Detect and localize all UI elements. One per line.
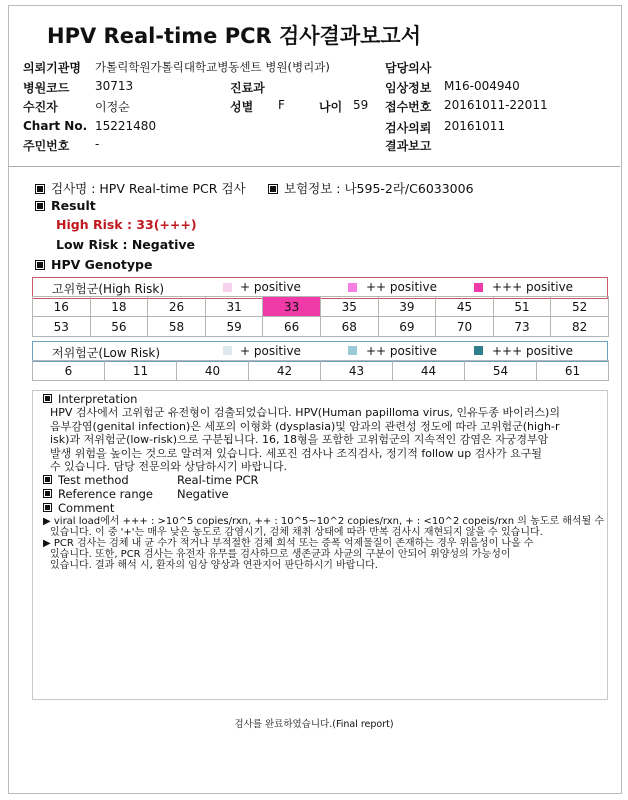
- low-plus-swatch: [223, 346, 232, 355]
- low-plusplus-swatch: [348, 346, 357, 355]
- comment-line: 있습니다. 또한, PCR 검사는 유전자 유무를 검사하므로 생존균과 사균의 구분이 안되어 위양성의 가능성이: [50, 549, 511, 560]
- age-value: 59: [353, 98, 369, 112]
- sex-value: F: [278, 98, 285, 112]
- genotype-cell: 58: [148, 317, 206, 337]
- exam-name-text: 검사명 : HPV Real-time PCR 검사: [51, 181, 246, 196]
- genotype-cell: 18: [90, 297, 148, 317]
- genotype-cell: 70: [436, 317, 494, 337]
- bullet-square-icon: [43, 394, 52, 403]
- request-label: 검사의뢰: [385, 121, 432, 135]
- genotype-cell: 53: [33, 317, 91, 337]
- high-plusplusplus-legend: +++ positive: [492, 280, 574, 294]
- comment-header-text: Comment: [58, 501, 115, 515]
- hospital-code-value: 30713: [95, 79, 134, 93]
- comment-line: 있습니다. 결과 해석 시, 환자의 임상 양상과 연관지어 판단하시기 바랍니다.: [50, 560, 378, 571]
- insurance-text: 보험정보 : 나595-2라/C6033006: [284, 181, 474, 196]
- table-row: [33, 361, 609, 381]
- genotype-cell: 16: [33, 297, 91, 317]
- insurance-info: [268, 179, 474, 197]
- high-plus-legend: + positive: [240, 280, 301, 294]
- high-plusplusplus-swatch: [474, 283, 483, 292]
- test-method-label-text: Test method: [58, 473, 129, 487]
- bullet-square-icon: [268, 184, 278, 194]
- interpretation-header-text: Interpretation: [58, 392, 138, 406]
- test-method-label: [43, 474, 129, 488]
- age-label: 나이: [319, 100, 343, 114]
- receipt-label: 접수번호: [385, 100, 432, 114]
- rrn-label: 주민번호: [23, 139, 70, 153]
- bullet-square-icon: [35, 260, 45, 270]
- high-plusplus-swatch: [348, 283, 357, 292]
- genotype-cell: 40: [177, 361, 249, 381]
- exam-name: [35, 179, 246, 197]
- genotype-cell: 54: [465, 361, 537, 381]
- genotype-cell: 82: [551, 317, 609, 337]
- genotype-cell: 26: [148, 297, 206, 317]
- chart-no-label: Chart No.: [23, 119, 88, 133]
- receipt-value: 20161011-22011: [444, 98, 548, 112]
- high-plus-swatch: [223, 283, 232, 292]
- genotype-cell: 43: [321, 361, 393, 381]
- genotype-cell: 44: [393, 361, 465, 381]
- genotype-cell: 73: [493, 317, 551, 337]
- genotype-header: [35, 257, 152, 272]
- low-plusplus-legend: ++ positive: [366, 344, 437, 358]
- sex-label: 성별: [230, 100, 254, 114]
- reference-range-label: [43, 488, 153, 502]
- request-value: 20161011: [444, 119, 506, 133]
- genotype-cell: 59: [205, 317, 263, 337]
- institution-value: 가톨릭학원가톨릭대학교병동센트 병원(병리과): [95, 60, 330, 74]
- bullet-square-icon: [43, 475, 52, 484]
- comment-line: ▶ viral load에서 +++ : >10^5 copies/rxn, ++ : 10^5~10^2 copies/rxn, + : <10^2 copeis/rxn 의 농도로 해석될 수: [43, 516, 605, 527]
- bullet-square-icon: [43, 503, 52, 512]
- genotype-cell: 45: [436, 297, 494, 317]
- comment-line: ▶ PCR 검사는 검체 내 균 수가 적거나 부적절한 검체 희석 또는 증폭 억제물질이 존재하는 경우 위음성이 나올 수: [43, 538, 534, 549]
- result-header: [35, 198, 96, 213]
- final-report-footer: 검사를 완료하였습니다.(Final report): [234, 719, 394, 730]
- interpretation-line: isk)과 저위험군(low-risk)으로 구분됩니다. 16, 18형을 포함한 고위험군의 지속적인 감염은 자궁경부암: [50, 433, 549, 447]
- comment-line: 있습니다. 이 중 '+'는 매우 낮은 농도로 감염시기, 검체 채취 상태에 따라 반복 검사시 재현되지 않을 수 있습니다.: [50, 527, 543, 538]
- interpretation-line: 발생 위험을 높이는 것으로 알려져 있습니다. 세포진 검사나 조직검사, 정기적 follow up 검사가 요구될: [50, 446, 543, 460]
- table-row: [33, 297, 609, 317]
- genotype-cell: 11: [105, 361, 177, 381]
- genotype-cell: 61: [537, 361, 609, 381]
- genotype-cell: 35: [320, 297, 378, 317]
- reference-range-label-text: Reference range: [58, 487, 154, 501]
- result-header-text: Result: [51, 198, 96, 213]
- low-plus-legend: + positive: [240, 344, 301, 358]
- interpretation-line: HPV 검사에서 고위험군 유전형이 검출되었습니다. HPV(Human papilloma virus, 인유두종 바이러스)의: [50, 406, 560, 419]
- header-divider: [8, 166, 620, 167]
- patient-label: 수진자: [23, 100, 58, 114]
- genotype-cell: 51: [493, 297, 551, 317]
- institution-label: 의뢰기관명: [23, 61, 81, 75]
- genotype-cell: 39: [378, 297, 436, 317]
- report-title: HPV Real-time PCR 검사결과보고서: [47, 24, 421, 48]
- clinical-info-label: 임상정보: [385, 81, 432, 95]
- interpretation-line: 수 있습니다. 담당 전문의와 상담하시기 바랍니다.: [50, 460, 287, 474]
- high-risk-result: High Risk : 33(+++): [56, 217, 197, 232]
- genotype-header-text: HPV Genotype: [51, 257, 153, 272]
- doctor-label: 담당의사: [385, 61, 432, 75]
- reference-range-value: Negative: [177, 487, 229, 501]
- hospital-code-label: 병원코드: [23, 81, 70, 95]
- genotype-cell: 52: [551, 297, 609, 317]
- chart-no-value: 15221480: [95, 119, 157, 133]
- table-row: [33, 317, 609, 337]
- bullet-square-icon: [35, 201, 45, 211]
- genotype-cell: 68: [320, 317, 378, 337]
- high-plusplus-legend: ++ positive: [366, 280, 437, 294]
- genotype-cell: 69: [378, 317, 436, 337]
- genotype-cell: 42: [249, 361, 321, 381]
- high-risk-label: 고위험군(High Risk): [52, 282, 164, 296]
- genotype-cell: 33: [263, 297, 321, 317]
- patient-value: 이정순: [95, 100, 130, 114]
- genotype-cell: 56: [90, 317, 148, 337]
- low-plusplusplus-swatch: [474, 346, 483, 355]
- interpretation-header: [43, 393, 137, 407]
- high-risk-table: [32, 296, 609, 337]
- interpretation-line: 음부감염(genital infection)은 세포의 이형화 (dysplasia)및 암과의 관련성 정도에 따라 고위험군(high-r: [50, 419, 560, 433]
- genotype-cell: 66: [263, 317, 321, 337]
- clinical-info-value: M16-004940: [444, 79, 520, 93]
- result-report-label: 결과보고: [385, 139, 432, 153]
- dept-label: 진료과: [230, 81, 265, 95]
- low-risk-result: Low Risk : Negative: [56, 237, 196, 252]
- test-method-value: Real-time PCR: [177, 473, 259, 487]
- bullet-square-icon: [35, 184, 45, 194]
- low-risk-label: 저위험군(Low Risk): [52, 346, 161, 360]
- low-plusplusplus-legend: +++ positive: [492, 344, 574, 358]
- genotype-cell: 31: [205, 297, 263, 317]
- low-risk-table: [32, 360, 609, 381]
- bullet-square-icon: [43, 489, 52, 498]
- rrn-value: -: [95, 137, 100, 151]
- comment-header: [43, 502, 114, 516]
- genotype-cell: 6: [33, 361, 105, 381]
